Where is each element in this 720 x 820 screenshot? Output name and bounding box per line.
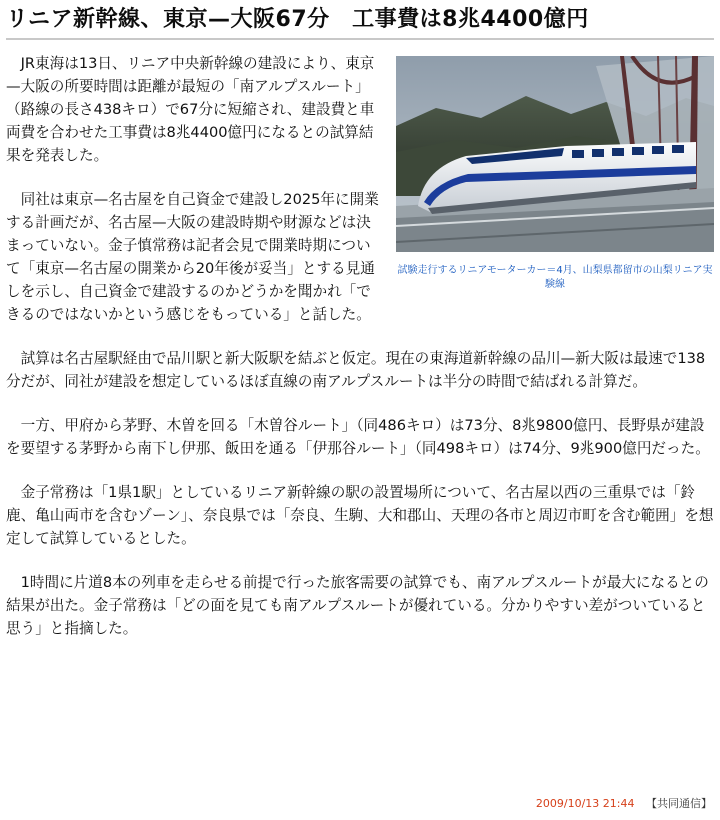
article-body: [6, 52, 714, 661]
paragraph: JR東海は13日、リニア中央新幹線の建設により、東京—大阪の所要時間は距離が最短の「南アルプスルート」（路線の長さ438キロ）で67分に短縮され、建設費と車両費を合わせた工事費は8兆4400億円になるとの試算結果を発表した。: [6, 55, 375, 164]
photo-space: [380, 52, 714, 334]
paragraph: 金子常務は「1県1駅」としているリニア新幹線の駅の設置場所について、名古屋以西の三重県では「鈴鹿、亀山両市を含むゾーン」、奈良県では「奈良、生駒、大和郡山、天理の各市と周辺市町を含む範囲」を想定して試算しているとした。: [6, 484, 714, 547]
paragraph: 試算は名古屋駅経由で品川駅と新大阪駅を結ぶと仮定。現在の東海道新幹線の品川—新大阪は最速で138分だが、同社が建設を想定しているほぼ直線の南アルプスルートは半分の時間で結ばれる計算だ。: [6, 350, 706, 390]
article-footer: [536, 796, 712, 812]
paragraph: 同社は東京—名古屋を自己資金で建設し2025年に開業する計画だが、名古屋—大阪の建設時期や財源などは決まっていない。金子慎常務は記者会見で開業時期について「東京—名古屋の開業から20年後が妥当」とする見通しを示し、自己資金で建設するのかどうかを聞かれ「できるのではないかという感じをもっている」と話した。: [6, 191, 379, 323]
photo-caption: 試験走行するリニアモーターカー＝4月、山梨県都留市の山梨リニア実験線: [397, 265, 713, 290]
headline: リニア新幹線、東京—大阪67分 工事費は8兆4400億円: [6, 7, 589, 32]
headline-divider: [6, 38, 714, 40]
paragraph: 1時間に片道8本の列車を走らせる前提で行った旅客需要の試算でも、南アルプスルートが最大になるとの結果が出た。金子常務は「どの面を見ても南アルプスルートが優れている。分かりやすい差がついていると思う」と指摘した。: [6, 574, 709, 637]
timestamp: 2009/10/13 21:44: [535, 797, 635, 810]
paragraph: 一方、甲府から茅野、木曽を回る「木曽谷ルート」（同486キロ）は73分、8兆9800億円、長野県が建設を要望する茅野から南下し伊那、飯田を通る「伊那谷ルート」（同498キロ）は74分、9兆900億円だった。: [6, 417, 710, 457]
news-source: 【共同通信】: [646, 797, 712, 810]
